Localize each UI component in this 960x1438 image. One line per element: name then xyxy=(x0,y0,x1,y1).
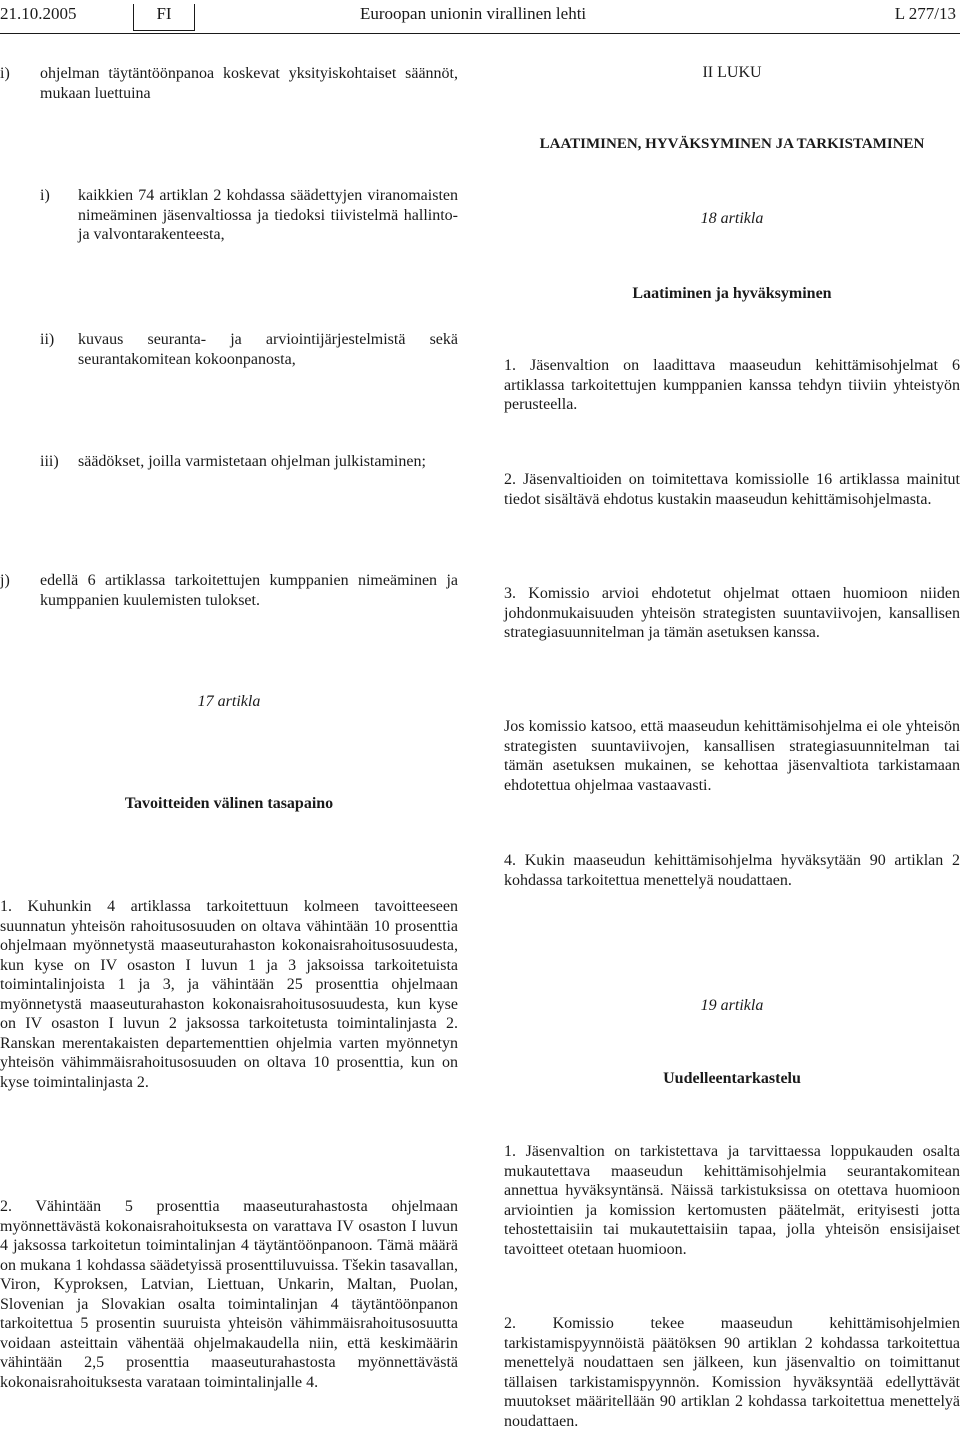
article-18-paragraph-3: 3. Komissio arvioi ehdotetut ohjelmat ottaen huomioon niiden johdonmukaisuuden yhteisön strategisten suuntaviivojen, kansallisen strategiasuunnitelman ja tämän asetuksen kanssa. xyxy=(504,585,960,641)
article-18-paragraph-1: 1. Jäsenvaltion on laadittava maaseudun kehittämisohjelmat 6 artiklassa tarkoitettujen kumppanien kanssa tehdyn tiiviin yhteistyön perusteella. xyxy=(504,357,960,413)
list-label: iii) xyxy=(40,453,59,470)
list-item-j xyxy=(0,571,458,610)
page-reference: L 277/13 xyxy=(894,4,956,23)
article-17-title: Tavoitteiden välinen tasapaino xyxy=(124,795,334,812)
list-label: j) xyxy=(0,572,10,589)
article-18-title: Laatiminen ja hyväksyminen xyxy=(632,285,832,302)
article-19-paragraph-1: 1. Jäsenvaltion on tarkistettava ja tarvittaessa loppukauden osalta mukautettava maaseudun kehittämisohjelmia seurantakomitean annettua hyväksyntänsä. Näissä tarkistuksissa on otettava huomioon arviointien ja komission kertomusten päätelmät, erityisesti jotta tehostettaisiin tai mukautettaisiin tapaa, jolla yhteisön ensisijaiset tavoitteet otetaan huomioon. xyxy=(504,1143,960,1258)
article-19-title: Uudelleentarkastelu xyxy=(663,1070,801,1087)
article-17-paragraph-2: 2. Vähintään 5 prosenttia maaseuturahastosta ohjelmaan myönnettävästä kokonaisrahoituksesta on varattava IV osaston I luvun 4 jaksossa tarkoitetun toimintalinjan 4 täytäntöönpanoon. Tämä määrä on mukana 1 kohdassa säädetyissä prosenttiluvuissa. Tšekin tasavallan, Viron, Kyproksen, Latvian, Liettuan, Unkarin, Maltan, Puolan, Slovenian ja Slovakian osalta toimintalinjan 4 täytäntöönpanon tarkoitettua 5 prosentin suuruista yhteisön vähimmäisrahoitusosuutta voidaan asteittain vähentää ohjelmakaudella niin, että keskimäärin vähintään 2,5 prosenttia maaseuturahastosta myönnettävästä kokonaisrahoituksesta varataan toimintalinjalle 4. xyxy=(0,1198,458,1391)
list-text: säädökset, joilla varmistetaan ohjelman julkistaminen; xyxy=(78,453,426,470)
header-rule xyxy=(0,33,960,34)
page-header xyxy=(0,4,960,32)
article-19-paragraph-2: 2. Komissio tekee maaseudun kehittämisohjelmien tarkistamispyynnöistä päätöksen 90 artiklan 2 kohdassa tarkoitettua menettelyä noudattaen sen jälkeen, kun jäsenvaltio on toimittanut tällaisen tarkistamispyynnön. Komission hyväksyntää edellyttävät muutokset määritellään 90 artiklan 2 kohdassa tarkoitettua menettelyä noudattaen. xyxy=(504,1315,960,1430)
chapter-title: LAATIMINEN, HYVÄKSYMINEN JA TARKISTAMINEN xyxy=(539,136,925,152)
article-17-heading: 17 artikla xyxy=(197,693,261,710)
list-label: i) xyxy=(40,187,50,204)
language-code-box: FI xyxy=(133,4,195,31)
article-19-heading: 19 artikla xyxy=(700,997,764,1014)
sub-item-i xyxy=(40,186,458,245)
list-item-i xyxy=(0,64,458,103)
article-17-paragraph-1: 1. Kuhunkin 4 artiklassa tarkoitettuun kolmeen tavoitteeseen suunnatun yhteisön rahoitusosuuden on oltava vähintään 10 prosenttia ohjelmaan myönnetystä maaseuturahaston kokonaisrahoitusosuudesta, kun kyse on IV osaston I luvun 1 ja 3 jaksoissa tarkoitetuista toimintalinjoista 1 ja 3, ja vähintään 25 prosenttia ohjelmaan myönnetystä maaseuturahaston kokonaisrahoitusosuudesta, kun kyse on IV osaston I luvun 2 jaksossa tarkoitetusta toimintalinjasta 2. Ranskan merentakaisten departementtien ohjelmia varten myönnetyn yhteisön vähimmäisrahoitusosuuden on oltava 10 prosenttia, kun on kyse toimintalinjasta 2. xyxy=(0,898,458,1091)
article-18-heading: 18 artikla xyxy=(700,210,764,227)
list-label: ii) xyxy=(40,331,55,348)
article-18-paragraph-4: 4. Kukin maaseudun kehittämisohjelma hyväksytään 90 artiklan 2 kohdassa tarkoitettua menettelyä noudattaen. xyxy=(504,852,960,889)
list-text: edellä 6 artiklassa tarkoitettujen kumppanien nimeäminen ja kumppanien kuulemisten tulokset. xyxy=(40,572,458,609)
sub-item-ii xyxy=(40,330,458,369)
list-text: ohjelman täytäntöönpanoa koskevat yksityiskohtaiset säännöt, mukaan luettuina xyxy=(40,65,458,102)
list-text: kuvaus seuranta- ja arviointijärjestelmistä sekä seurantakomitean kokoonpanosta, xyxy=(78,331,458,368)
article-18-paragraph-2: 2. Jäsenvaltioiden on toimitettava komissiolle 16 artiklassa mainitut tiedot sisältävä ehdotus kustakin maaseudun kehittämisohjelmasta. xyxy=(504,471,960,508)
list-label: i) xyxy=(0,65,10,82)
chapter-number: II LUKU xyxy=(702,64,762,81)
publication-date: 21.10.2005 xyxy=(0,4,77,23)
sub-item-iii xyxy=(40,452,458,472)
journal-title: Euroopan unionin virallinen lehti xyxy=(360,4,587,23)
list-text: kaikkien 74 artiklan 2 kohdassa säädettyjen viranomaisten nimeäminen jäsenvaltiossa ja tiedoksi tiivistelmä hallinto- ja valvontarakenteesta, xyxy=(78,187,458,243)
article-18-paragraph-3-continued: Jos komissio katsoo, että maaseudun kehittämisohjelma ei ole yhteisön strategisten suuntaviivojen, kansallisen strategiasuunnitelman tai tämän asetuksen mukainen, se kehottaa jäsenvaltiota tarkistamaan ehdotettua ohjelmaa vastaavasti. xyxy=(504,718,960,794)
